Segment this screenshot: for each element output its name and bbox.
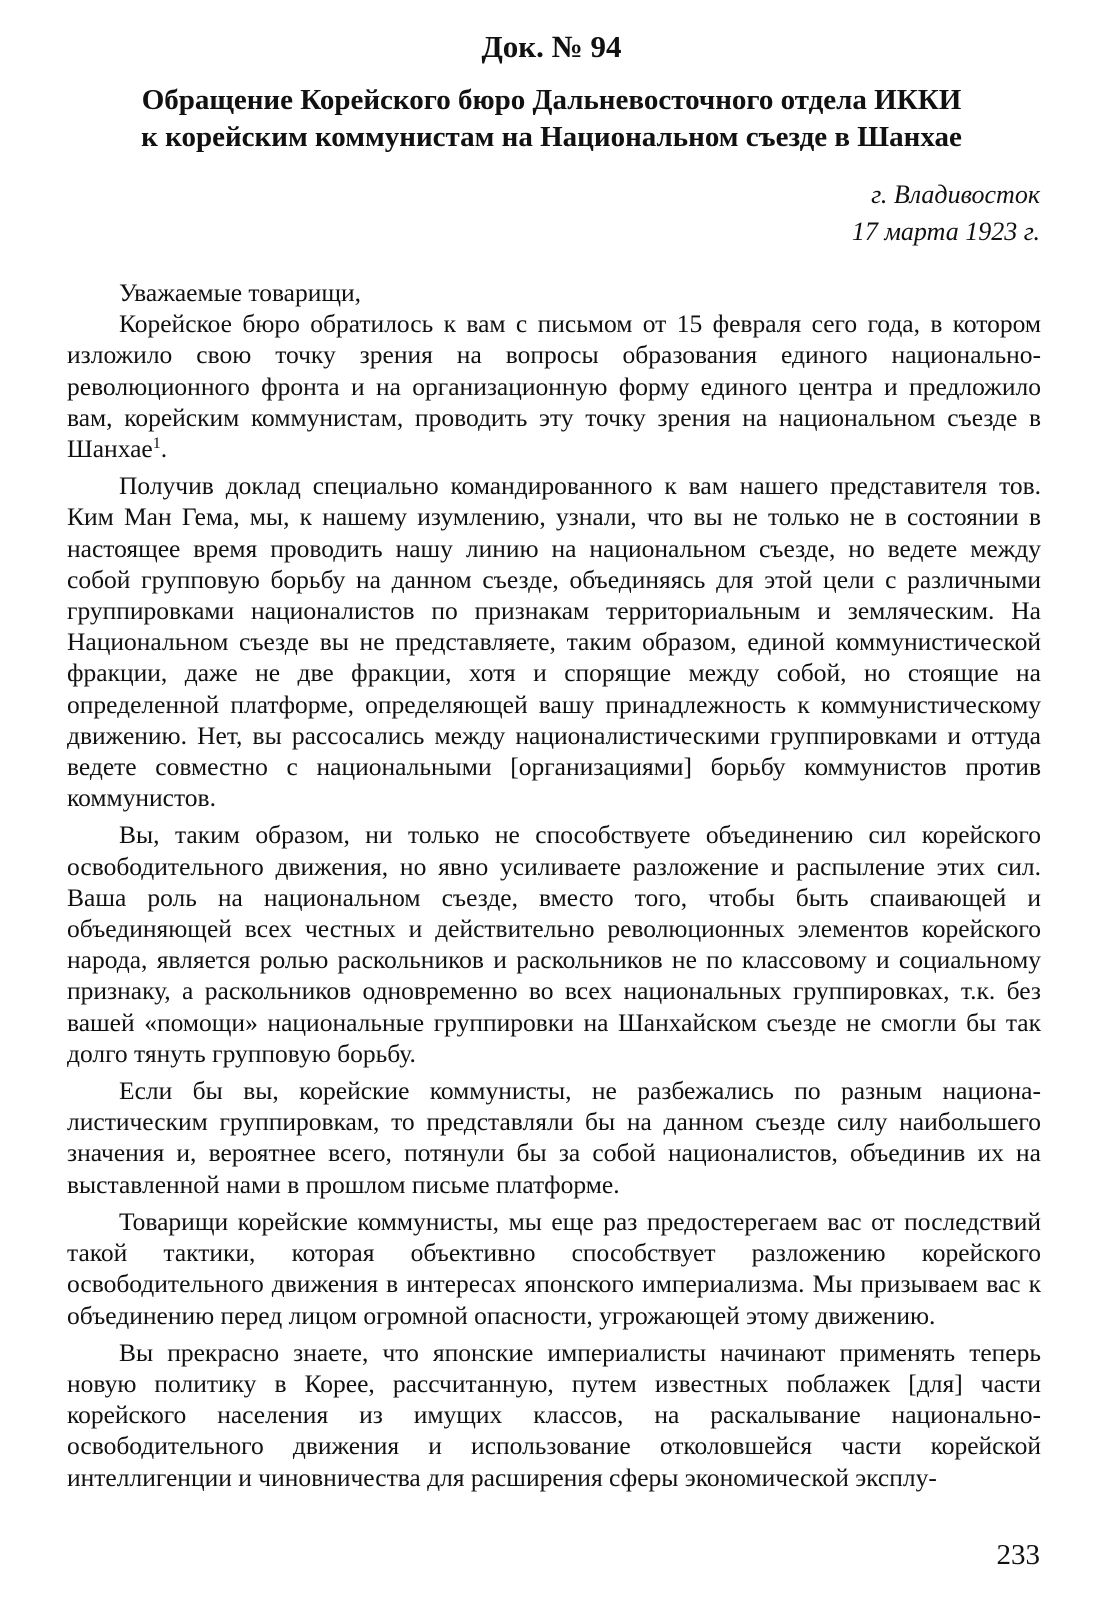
paragraph-1-text: Корейское бюро обратилось к вам с письмом от 15 февраля сего года, в котором изложило свою точку зрения на вопросы образования единого национально-революционного фронта и на организационную форму единого центра и предложило вам, корейским коммунистам, проводить эту точку зрения на национальном съезде в Шанхае <box>67 309 1041 464</box>
paragraph-6: Вы прекрасно знаете, что японские империалисты начинают применять теперь новую политику в Корее, рассчитанную, путем известных поблажек [для] части корейского населения из имущих классов, на раскалывание национально-освободительного движения и использование отколовшейся части корейской интеллигенции и чиновничества для расширения сферы экономической эксплу- <box>67 1337 1041 1492</box>
salutation: Уважаемые товарищи, <box>119 278 362 307</box>
paragraph-1 <box>67 308 1041 464</box>
document-title-line-2: к корейским коммунистам на Национальном съезде в Шанхае <box>141 121 962 153</box>
paragraph-2: Получив доклад специально командированного к вам нашего представителя тов. Ким Ман Гема, мы, к нашему изумлению, узнали, что вы не только не в состоянии в настоящее время проводить нашу линию на национальном съезде, но ведете между собой групповую борьбу на данном съезде, объединяясь для этой цели с различными группировками националистов по признакам территориальным и земляческим. На Национальном съезде вы не представляете, таким образом, единой коммунистической фракции, даже не две фракции, хотя и спорящие между собой, но стоящие на определенной платформе, определяющей вашу принадлежность к коммунистическому движению. Нет, вы рассосались между националистическими группировками и оттуда ведете совместно с национальными [организациями] борьбу коммунистов против коммунистов. <box>67 471 1041 813</box>
document-title <box>60 82 1043 156</box>
paragraph-4: Если бы вы, корейские коммунисты, не разбежались по разным националистическим группировкам, то представляли бы на данном съезде силу наибольшего значения и, вероятнее всего, потянули бы за собой националистов, объединив их на выставленной нами в прошлом письме платформе. <box>67 1076 1041 1199</box>
paragraph-1-end: . <box>160 434 168 464</box>
place: г. Владивосток <box>871 180 1040 209</box>
document-title-line-1: Обращение Корейского бюро Дальневосточного отдела ИККИ <box>141 84 962 116</box>
place-and-date <box>540 176 1040 250</box>
page-number: 233 <box>996 1539 1040 1571</box>
paragraph-5: Товарищи корейские коммунисты, мы еще раз предостерегаем вас от последствий такой тактики, которая объективно способствует разложению корейского освободительного движения в интересах японского империализма. Мы призываем вас к объединению перед лицом огромной опасности, угрожающей этому движению. <box>67 1206 1041 1330</box>
document-number: Док. № 94 <box>481 29 622 64</box>
footnote-marker: 1 <box>152 435 161 453</box>
letter-body <box>67 277 1041 1499</box>
paragraph-3: Вы, таким образом, ни только не способствуете объединению сил корейского освободительного движения, но явно усиливаете разложение и распыление этих сил. Ваша роль на национальном съезде, вместо того, чтобы быть спаивающей и объединяющей всех честных и действительно революционных элементов корейского народа, является ролью раскольников и раскольников не по классовому и социальному признаку, а раскольников одновременно во всех национальных группировках, т.к. без вашей «помощи» национальные группировки на Шанхайском съезде не смогли бы так долго тянуть групповую борьбу. <box>67 820 1041 1068</box>
date: 17 марта 1923 г. <box>851 217 1040 246</box>
